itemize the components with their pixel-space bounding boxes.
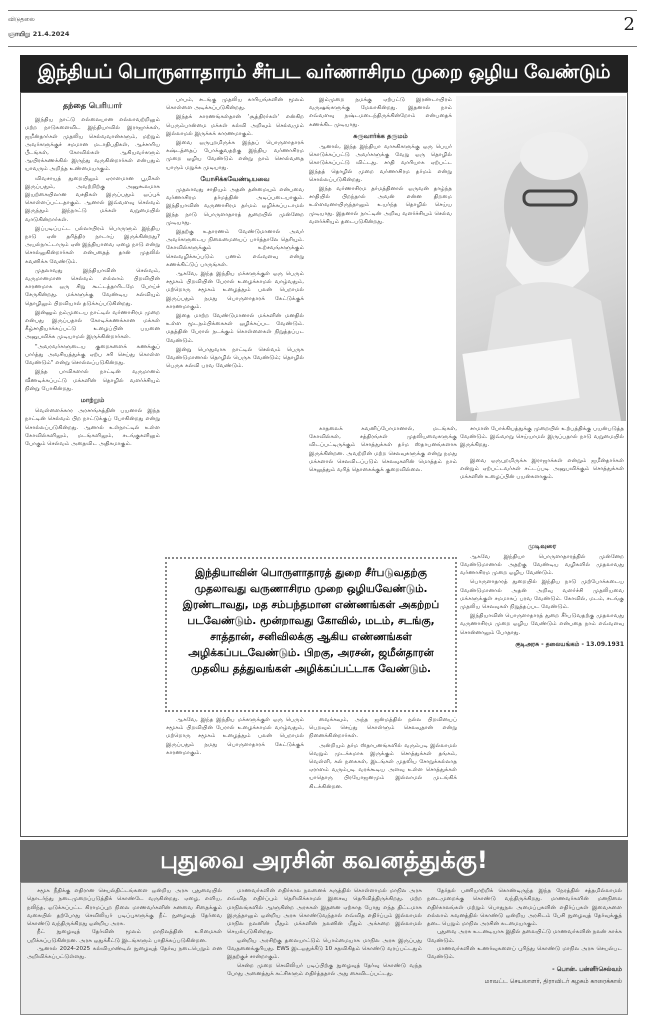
signature-role: மாவட்ட செயலாளர், திராவிடர் கழகம் காரைக்கால்: [484, 977, 622, 985]
editorial-column-1: சமூக நீதிக்கு எதிரான செயல்திட்டங்களை ஒன்றிய அரசு புதுவையில் தொடர்ந்து நடைமுறைப்படுத்திக் கொண்டே வருகின்றது. ஏழை, எளிய, நலிந்த, ஒடுக்கப்பட்ட கிராமப்புற நிலை மாணவர்களின் கனவை சிதைக்கும் வகையில் தற்போது செவிலியர் படிப்புகளுக்கு நீட் நுழைவுத் தேர்வை கொண்டு வந்திருக்கிறது ஒன்றிய அரசு. நீட் நுழைவுத் தேர்வின் மூலம் மாநிலத்தின் உரிமைகள் பறிக்கப்படுகின்றன. அரசு ஒதுக்கீட்டு இடங்களும் பாதிக்கப்படுகின்றன. ஆனால் 2024-2025 கல்வியாண்டில் நுழைவுத் தேர்வு நடைபெறும் என அறிவிக்கப்பட்டுள்ளது.: [27, 888, 222, 961]
editorial-box: [20, 882, 628, 1015]
editorial-headline: புதுவை அரசின் கவனத்துக்கு!: [20, 840, 628, 882]
source-credit: குடிஅரசு - தலையங்கம் - 13.09.1931: [515, 640, 624, 648]
author-byline: தந்தை பெரியார்: [62, 101, 123, 110]
article-column-2: பாபம், சடங்கு முதலிய காரியங்களின் மூலம் கொள்ளை அடிக்கப்படுகின்றது. இந்தக் காரணங்கள்தான் 'சூத்திரர்கள்' என்கிற பெரும்பான்மை மக்கள் கல்வி அறிவும் செல்வமும் இல்லாமல் இருக்கக் காரணமாகும். இவை ஒருபுறமிருக்க இந்தப் பொருளாதாரக் கஷ்டத்தைப் போக்குவதற்கு இந்திய வர்ணாசிரம முறை ஒழிய வேண்டும் என்று நாம் சொல்வதை யாரும் மறுக்க முடியாது. யோசிக்கவேண்டியவை முதலாவது சாதியும் அதன் தன்மையும் என்பவை வர்ணாசிரம தர்மத்தின் அடிப்படையாகும். இந்தியாவின் வருணாசிரம தர்மம் ஒழிக்கப்படாமல் இந்த நாடு பொருளாதாரத் துறையில் முன்னேற முடியாது. இதற்கு உதாரணம் வேண்டுமானால் அவர் அவர்களுடைய நிலைமையைப் பார்த்தாலே தெரியும். கோவில்களுக்கும் உற்சவங்களுக்கும் செலவழிக்கப்படும் பணம் எவ்வளவு என்று கணக்கிட்டுப் பாருங்கள். ஆகவே, இந்த இந்திய மக்களுக்குள் ஒரு பெரும் சமூகம் பிறவியின் பேரால் உழைக்காமல் வாழ்வதும், மற்றொரு சமூகம் உழைத்தும் பலன் பெறாமல் இருப்பதும் நமது பொருளாதாரக் கேட்டுக்குக் காரணமாகும். இதை மாற்ற வேண்டுமானால் மக்களின் மனதில் உள்ள மூடநம்பிக்கைகள் ஒழிக்கப்பட வேண்டும். மதத்தின் பேரால் நடக்கும் கொள்ளைகள் நிறுத்தப்பட வேண்டும். இன்று பொதுவாக நாட்டில் செல்வம் பெருக வேண்டுமானால் தொழில் பெருக வேண்டும்; தொழில் பெருக கல்வி பரவ வேண்டும்.: [166, 97, 304, 370]
page-number: 2: [623, 14, 635, 35]
issue-date: ஞாயிறு 21.4.2024: [8, 30, 70, 38]
subheading: மாற்றும்: [80, 395, 105, 404]
article-column-3: இம்முறை நமக்கு ஏற்பட்டு இரண்டாயிரம் வருஷங்களுக்கு மேலாகின்றது. இதனால் நாம் எவ்வளவு நஷ்டமடைந்திருக்கின்றோம் என்பதைக் கணக்கிட முடியாது. சுருவார்க்க தருமம் ஆனால், இந்த இந்தியா வாசுகிகளுக்கு ஒரு பெயர் கொடுக்கப்பட்டு அவர்களுக்கு வேறு ஒரு தொழில் கொடுக்கப்பட்டு விட்டது. சாதி வாரியாக ஏற்பட்ட இந்தத் தொழில் முறை வர்ணாசிரம தர்மம் என்று சொல்லப்படுகின்றது. இந்த வர்ணாசிரம தர்மத்தினால் ஒருவன் தாழ்ந்த சாதியில் பிறந்தால் அவன் என்ன திறமை உள்ளவனாயிருந்தாலும் உயர்ந்த தொழில் செய்ய முடியாது. இதனால் நாட்டின் அறிவு வளர்ச்சியும் செல்வ வளர்ச்சியும் தடைபடுகின்றது.: [309, 97, 452, 225]
article-column-1: தந்தை பெரியார் இந்திய நாட்டு எல்லையான எல்லாவற்றிலும் மற்ற நாடுகளைவிட இந்தியாவில் இராஜாக்கள், ஜமீன்தார்கள் முதலிய செல்வவான்களும், மற்றும் அவர்களுக்குச் சமமான மடாதிபதிகள், ஆச்சாரிய பீடங்கள், கோவில்கள் ஆகியவர்களும் ஆயிரக்கணக்கில் இருந்து வருகின்றார்கள் என்பதும் யாவரும் அறிந்த உண்மையாகும். விவசாயத் துறையிலும் ஏராளமான பூமிகள் இருப்பதும், அவற்றிற்கு அனுகூலமாக இயற்கையிலான வசதிகள் இருப்பதும் ஒப்புக் கொள்ளப்பட்டதாகும். ஆனால் இவ்வளவு செல்வம் இருந்தும் இந்நாட்டு மக்கள் வறுமையில் வாடுகின்றார்கள். இப்படிப்பட்ட பல்லாயிரம் பொருளும் இந்திய நாடு ஏன் தரித்திர நாடாய் இருக்கின்றது? அயல்நாட்டாரும் ஏன் இந்தியாவை ஏழை நாடு என்று சொல்லுகின்றார்கள் என்பதைத் தான் முதலில் கவனிக்க வேண்டும். முதலாவது இந்தியாவின் செல்வம், வருமானமான செல்வம் எல்லாம் பிறவியின் காரணமாக ஒரு சிறு கூட்டத்தாரிடமே போய்ச் சேருகின்றது. மக்களுக்கு வேண்டிய கல்வியும் தொழிலும் பிறவியால் தடுக்கப்படுகின்றது. இன்னும் நம்முடைய நாட்டில் வர்ணாசிரம முறை என்பது இருப்பதால் கோடிக்கணக்கான மக்கள் கீழ்சாதியாக்கப்பட்டு உழைப்பின் பயனை அனுபவிக்க முடியாமல் இருக்கின்றார்கள். "அவரவர்களுடைய குறைகளைக் கணக்குப் பார்த்து அவசியத்துக்கு ஏற்ப சரி செய்து கொள்ள வேண்டும்" என்று சொல்லப்படுகின்றது. இந்த பாவிகளால் நாட்டின் வருமானம் வீணடிக்கப்பட்டு மக்களின் தொழில் வளர்ச்சியும் நின்று போகின்றது. மாற்றும் வெள்ளைக்கார அரசாங்கத்தின் பயனால் இந்த நாட்டின் செல்வம் பிற நாட்டுக்குப் போகின்றது என்று சொல்லப்படுகின்றது. ஆனால் உள்நாட்டில் உள்ள கோவில்களிலும், மடங்களிலும், சடங்குகளிலும் போகும் செல்வம் அதைவிட அதிகமாகும்.: [25, 101, 160, 447]
periyar-photo: [456, 96, 626, 421]
pull-quote-box: இந்தியாவின் பொருளாதாரத் துறை சீர்படுவதற்கு முதலாவது வருணாசிரம முறை ஒழியவேண்டும். இரண்டாவது, மத சம்பந்தமான எண்ணங்கள் அகற்றப் படவேண்டும். மூன்றாவது கோவில், மடம், சடங்கு, சாத்தான், சனிவிலக்கு ஆகிய எண்ணங்கள் அழிக்கப்படவேண்டும். பிறகு, அரசன், ஜமீன்தாரன் முதலிய தத்துவங்கள் அழிக்கப்பட்டாக வேண்டும்.: [165, 557, 457, 712]
editorial-signature: - பொன். பன்னீர்செல்வம்: [552, 965, 622, 973]
editorial-column-2: மாணவர்களின் எதிர்கால நலனைக் கருத்தில் கொள்ளாமல் மாநில அரசு எவ்வித எதிர்ப்பும் தெரிவிக்காமல் இசைவு தெரிவித்திருக்கிறது. மற்ற மாநிலங்களில் ஆளுகின்ற அரசுகள் இதனை ஏற்காத போது எந்த திட்டமாக இருந்தாலும் ஒன்றிய அரசு கொண்டுவந்தால் எவ்வித எதிர்ப்பும் இல்லாமல் மாநில நலனின் மீதும் மக்களின் நலனின் மீதும் அக்கறை இல்லாமல் செயல்படுகின்றது. ஒன்றிய அரசிற்கு தலையாட்டும் பொம்மையாக மாநில அரசு இருப்பது வேதனைக்குரியது. EWS இடஒதுக்கீடு 10 சதவிகிதம் கொண்டு வரப்பட்டதும் இதற்குச் சான்றாகும். சென்ற முறை செவிலியர் படிப்பிற்கு நுழைவுத் தேர்வு கொண்டு வந்த போது அனைத்துக் கட்சிகளும் எதிர்த்ததால் அது கைவிடப்பட்டது.: [227, 888, 422, 977]
top-rule: [8, 10, 637, 11]
paper-name: விடுதலை: [8, 16, 35, 23]
subheading: முடிவுரை: [527, 541, 557, 550]
article-headline: இந்தியப் பொருளாதாரம் சீர்பட வர்ணாசிரம முறை ஒழிய வேண்டும்: [20, 55, 628, 92]
article-column-4-top: சாமான் போக்கியத்துக்கு முறையில் உற்பத்திக்கு பயன்படுத்த வேண்டும். இவ்வாறு செய்யாமல் இருப்பதால் நாடு வறுமையில் இருக்கிறது.: [460, 426, 624, 449]
editorial-column-3: தேர்தல் பணியாற்றிக் கொண்டிருந்த இந்த நேரத்தில் சத்தமில்லாமல் நடைமுறைக்கு கொண்டு வந்திருக்கிறது. மாணவர்களின் மனநிலை எதிர்காலங்கள் மற்றும் பொதுநல அமைப்புகளின் எதிர்ப்புகள் இவைகளை எல்லாம் கவனத்தில் கொண்டு ஒன்றிய அரசிடம் பேசி நுழைவுத் தேர்வுக்குத் தடை பெறும் மாநில அரசின் கடமையாகும். புதுவை அரசு உடனடியாக இதில் தலையிட்டு மாணவர்களின் நலன் காக்க வேண்டும். மாணவர்களின் உணர்வுகளைப் புரிந்து கொண்டு மாநில அரசு செயல்பட வேண்டும். - பொன். பன்னீர்செல்வம் மாவட்ட செயலாளர், திராவிடர் கழகம் காரைக்கால்: [427, 888, 622, 985]
article-column-4-bottom: வைக்கவும், அந்த ஜன்மத்தில் நல்ல பிறவியைப் பெறவும் செய்து கொள்ளும் செலவுதான் என்று நினைக்கின்றார்கள். அன்றியும் தர்ம ஸ்தாபனங்களில் வரும்படி இல்லாமல் வெறும் முடக்கமாக இருக்கும் சொத்துக்கள் தங்கம், வெள்ளி, கல் நகைகள், இடங்கள் முதலிய சோறுக்கல்லாத ஏராளம் வரும்படி வரக்கூடிய அளவு உள்ள சொத்துக்கள் யாதொரு பிரயோஜனமும் இல்லாமல் முடங்கிக் கிடக்கின்றன.: [309, 717, 457, 790]
article-column-2-bottom: ஆகவே, இந்த இந்திய மக்களுக்குள் ஒரு பெரும் சமூகம் பிறவியின் பேரால் உழைக்காமல் வாழ்வதும், மற்றொரு சமூகம் உழைத்தும் பலன் பெறாமல் இருப்பதும் நமது பொருளாதாரக் கேட்டுக்குக் காரணமாகும்.: [166, 717, 304, 756]
header-rule: [8, 46, 637, 47]
article-column-5: இவை ஒருபுறமிருக்க இராஜாக்கள் என்றும் ஜமீன்தார்கள் என்றும் ஏற்பட்டவர்கள் சட்டப்படி அனுபவிக்கும் சொத்துக்கள் மக்களின் உழைப்பின் பயன்களாகும். முடிவுரை ஆகவே இந்தியா பொருளாதாரத்தில் முன்னேற வேண்டுமானால் அதற்கு வேண்டிய வழிகளில் முதலாவது வர்ணாசிரம முறை ஒழிய வேண்டும். பொருளாதாரத் துறையில் இந்திய நாடு முற்போக்கடைய வேண்டுமானால் அதன் அறிவு வளர்ச்சி முதலியவை மக்களுக்குள் சமமாகப் பரவ வேண்டும். கோவில், மடம், சடங்கு முதலிய செலவுகள் நிறுத்தப்பட வேண்டும். இந்தியாவின் பொருளாதாரத் துறை சீர்படுவதற்கு முதலாவது வருணாசிரம முறை ஒழிய வேண்டும் என்பதை நாம் எவ்வளவு சொன்னாலும் போதாது. குடிஅரசு - தலையங்கம் - 13.09.1931: [460, 458, 624, 648]
portrait-image: [456, 96, 626, 421]
article-column-3-mid: காதலைக் கவனிப்போமானால், மடங்கள், கோவில்கள், சத்திரங்கள் முதலியவைகளுக்கு விடப்பட்டிருக்கும் சொத்துக்கள் தர்ம ஸ்தாபனங்களாக இருக்கின்றன. அவற்றின் மற்ற செலவுகளுக்கு என்று நமது மக்களால் செலவிடப்படும் செலவுகளின் மொத்தம் நாம் செலுத்தும் வரித் தொகைக்குக் குறைவில்லை.: [309, 426, 457, 474]
subheading: யோசிக்கவேண்டியவை: [200, 174, 270, 183]
subheading: சுருவார்க்க தருமம்: [353, 131, 408, 140]
